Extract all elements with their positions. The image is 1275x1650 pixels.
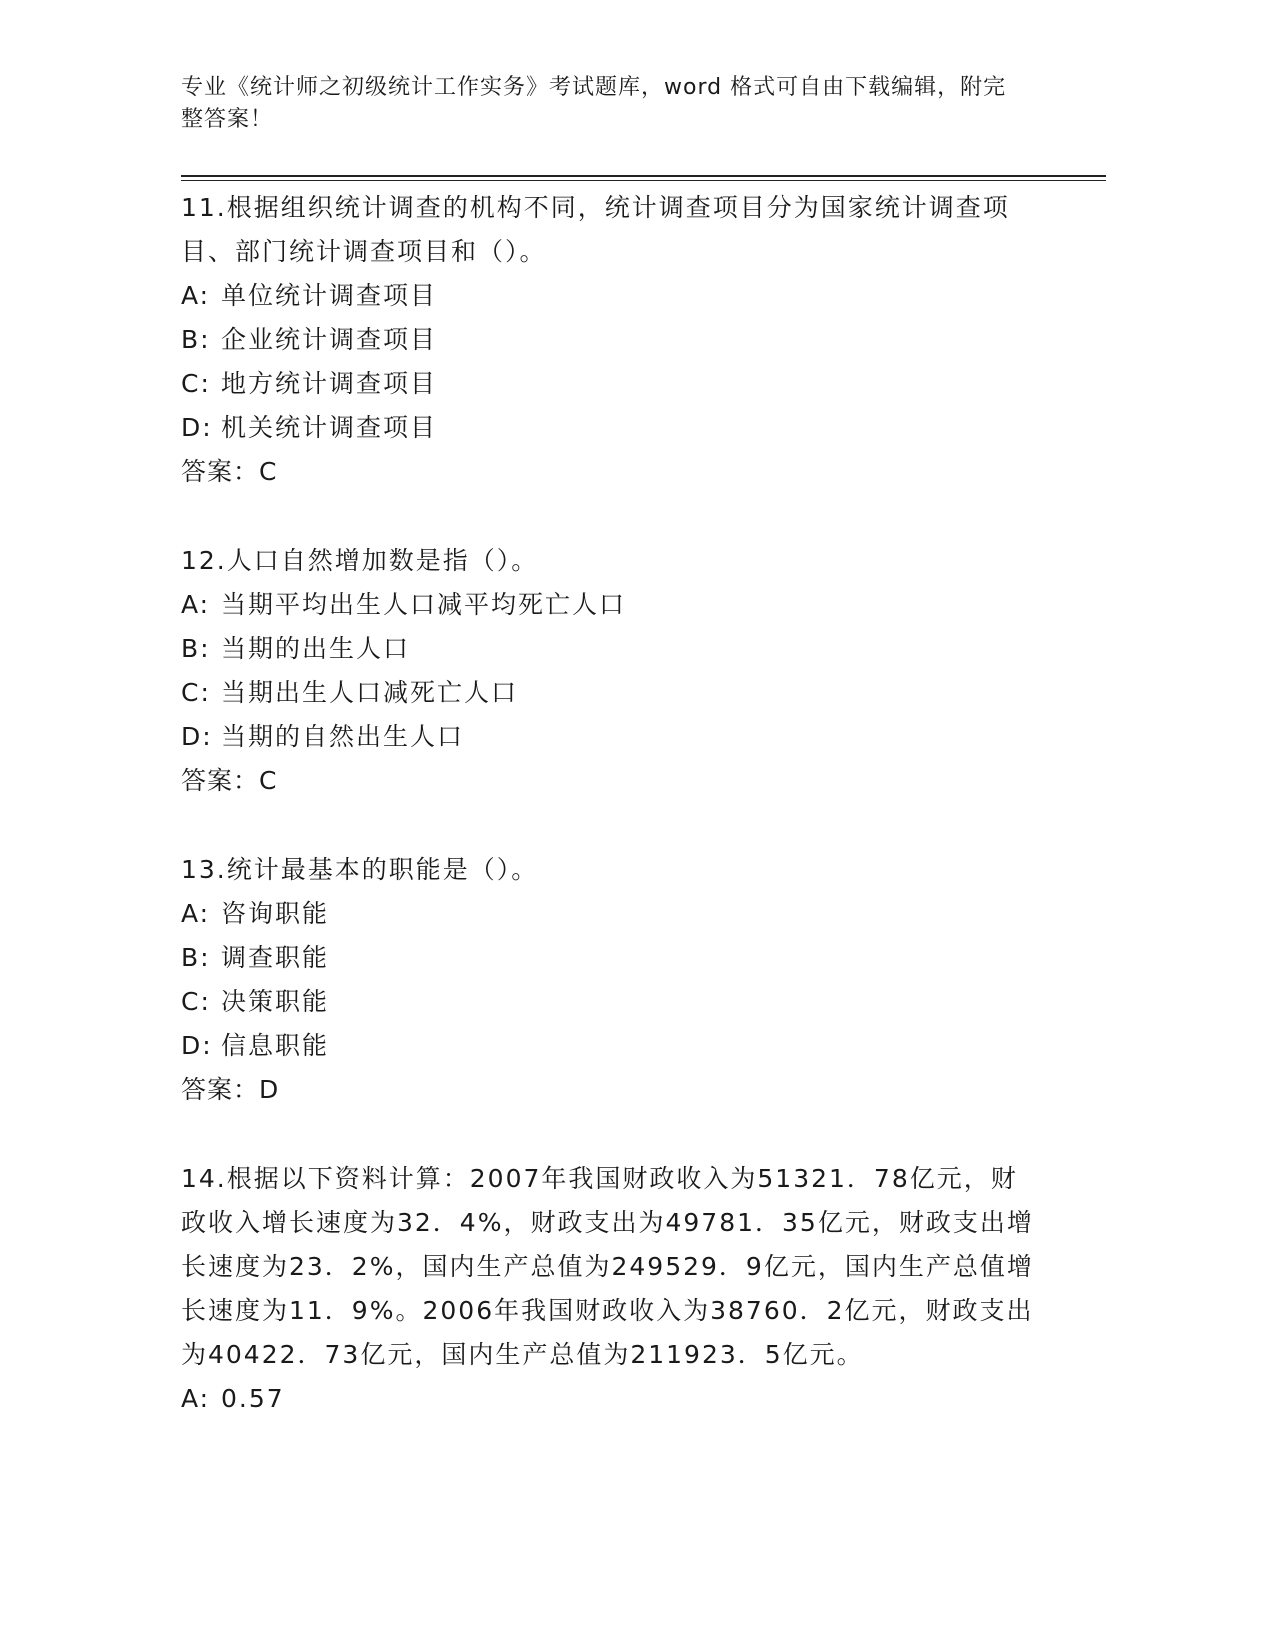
option-c [181,671,1041,715]
question-11 [181,186,1041,494]
header-divider-thin [181,180,1106,181]
option-letter: B: [181,943,211,972]
answer-line: 答案：D [181,1075,280,1104]
question-stem: 13.统计最基本的职能是（）。 [181,855,539,884]
option-letter: A: [181,1384,211,1413]
option-text: 当期的自然出生人口 [221,722,465,751]
option-text: 咨询职能 [221,899,330,928]
option-letter: C: [181,678,211,707]
question-stem: 11.根据组织统计调查的机构不同，统计调查项目分为国家统计调查项目、部门统计调查项目和（）。 [181,193,1010,266]
option-text: 企业统计调查项目 [221,325,438,354]
option-a [181,892,1041,936]
option-text: 单位统计调查项目 [221,281,438,310]
option-b [181,627,1041,671]
option-text: 当期出生人口减死亡人口 [221,678,519,707]
option-a [181,274,1041,318]
answer-line: 答案：C [181,766,278,795]
option-b [181,936,1041,980]
option-text: 0.57 [221,1384,285,1413]
option-letter: A: [181,590,211,619]
option-text: 信息职能 [221,1031,330,1060]
question-stem: 14.根据以下资料计算：2007年我国财政收入为51321．78亿元，财政收入增长速度为32．4%，财政支出为49781．35亿元，财政支出增长速度为23．2%，国内生产总值为249529．9亿元，国内生产总值增长速度为11．9%。2006年我国财政收入为38760．2亿元，财政支出为40422．73亿元，国内生产总值为211923．5亿元。 [181,1164,1034,1369]
option-letter: D: [181,1031,213,1060]
answer-line: 答案：C [181,457,278,486]
option-letter: C: [181,369,211,398]
option-a [181,1377,1041,1421]
question-stem: 12.人口自然增加数是指（）。 [181,546,539,575]
option-d [181,406,1041,450]
option-letter: D: [181,413,213,442]
question-12 [181,539,1041,803]
option-c [181,980,1041,1024]
option-letter: C: [181,987,211,1016]
option-letter: A: [181,281,211,310]
header-line-1: 专业《统计师之初级统计工作实务》考试题库，word 格式可自由下载编辑，附完 [181,75,1007,100]
option-a [181,583,1041,627]
option-text: 当期的出生人口 [221,634,411,663]
header-line-2: 整答案！ [181,107,274,132]
option-d [181,1024,1041,1068]
option-text: 机关统计调查项目 [221,413,438,442]
option-text: 决策职能 [221,987,330,1016]
option-letter: A: [181,899,211,928]
option-text: 调查职能 [221,943,330,972]
option-text: 地方统计调查项目 [221,369,438,398]
option-c [181,362,1041,406]
question-14 [181,1157,1041,1421]
option-letter: B: [181,325,211,354]
option-letter: B: [181,634,211,663]
option-text: 当期平均出生人口减平均死亡人口 [221,590,627,619]
question-13 [181,848,1041,1112]
header-divider-thick [181,175,1106,177]
option-letter: D: [181,722,213,751]
option-b [181,318,1041,362]
document-header [181,72,1051,136]
question-list [181,186,1041,1466]
option-d [181,715,1041,759]
